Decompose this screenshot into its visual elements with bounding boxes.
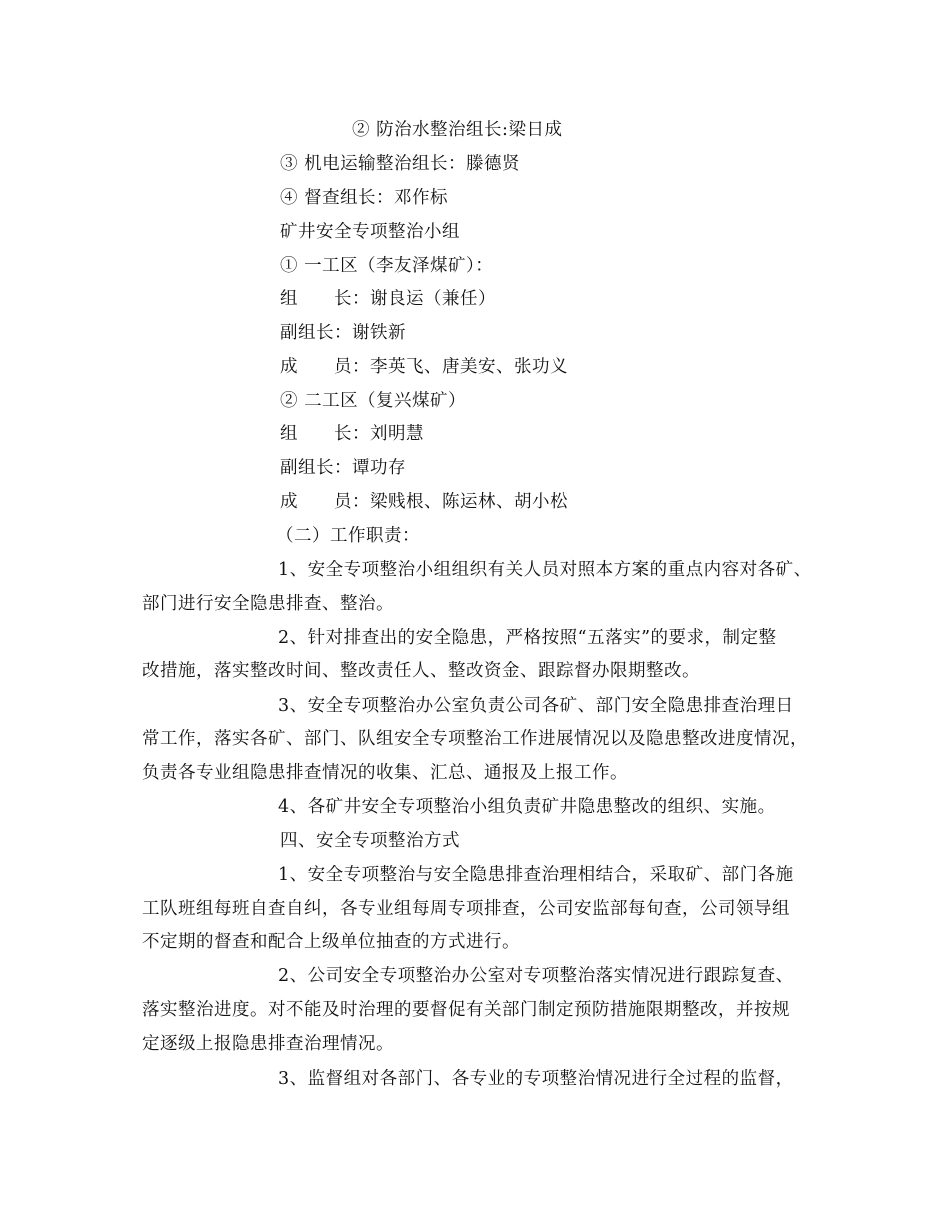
org-line-zone2-leader: 组 长：刘明慧: [280, 424, 424, 444]
section-heading-duties: （二）工作职责：: [276, 526, 420, 546]
paragraph-line: 负责各专业组隐患排查情况的收集、汇总、通报及上报工作。: [142, 763, 628, 783]
paragraph-line: 落实整治进度。对不能及时治理的要督促有关部门制定预防措施限期整改，并按规: [142, 1000, 790, 1020]
org-line-zone1-deputy: 副组长：谢铁新: [280, 323, 406, 343]
paragraph-line: 定逐级上报隐患排查治理情况。: [142, 1034, 394, 1054]
org-line-supervision: ④ 督查组长：邓作标: [280, 188, 449, 208]
paragraph-line: 工队班组每班自查自纠，各专业组每周专项排查，公司安监部每旬查，公司领导组: [142, 899, 790, 919]
org-line-zone1-members: 成 员：李英飞、唐美安、张功义: [280, 357, 568, 377]
section-heading-methods: 四、安全专项整治方式: [280, 831, 460, 851]
org-line-zone2-members: 成 员：梁贱根、陈运林、胡小松: [280, 492, 568, 512]
paragraph-line: 2、公司安全专项整治办公室对专项整治落实情况进行跟踪复查、: [278, 966, 794, 986]
org-line-zone1-title: ① 一工区（李友泽煤矿）：: [280, 256, 494, 276]
org-line-zone1-leader: 组 长：谢良运（兼任）: [280, 289, 496, 309]
paragraph-line: 3、监督组对各部门、各专业的专项整治情况进行全过程的监督，: [278, 1069, 794, 1089]
org-line-zone2-deputy: 副组长：谭功存: [280, 458, 406, 478]
paragraph-line: 部门进行安全隐患排查、整治。: [142, 594, 394, 614]
paragraph-line: 2、针对排查出的安全隐患，严格按照“五落实”的要求，制定整: [278, 628, 777, 648]
org-line-electromech: ③ 机电运输整治组长：滕德贤: [280, 154, 521, 174]
paragraph-line: 常工作，落实各矿、部门、队组安全专项整治工作进展情况以及隐患整改进度情况，: [142, 729, 808, 749]
paragraph-line: 4、各矿井安全专项整治小组负责矿井隐患整改的组织、实施。: [278, 797, 776, 817]
section-heading-mine-group: 矿井安全专项整治小组: [280, 222, 460, 242]
paragraph-line: 1、安全专项整治小组组织有关人员对照本方案的重点内容对各矿、: [278, 560, 812, 580]
org-line-zone2-title: ② 二工区（复兴煤矿）: [280, 391, 467, 411]
org-line-water-control: ② 防治水整治组长:梁日成: [352, 120, 563, 140]
paragraph-line: 1、安全专项整治与安全隐患排查治理相结合，采取矿、部门各施: [278, 865, 794, 885]
paragraph-line: 改措施，落实整改时间、整改责任人、整改资金、跟踪督办限期整改。: [142, 661, 700, 681]
paragraph-line: 不定期的督查和配合上级单位抽查的方式进行。: [142, 932, 520, 952]
paragraph-line: 3、安全专项整治办公室负责公司各矿、部门安全隐患排查治理日: [278, 696, 794, 716]
